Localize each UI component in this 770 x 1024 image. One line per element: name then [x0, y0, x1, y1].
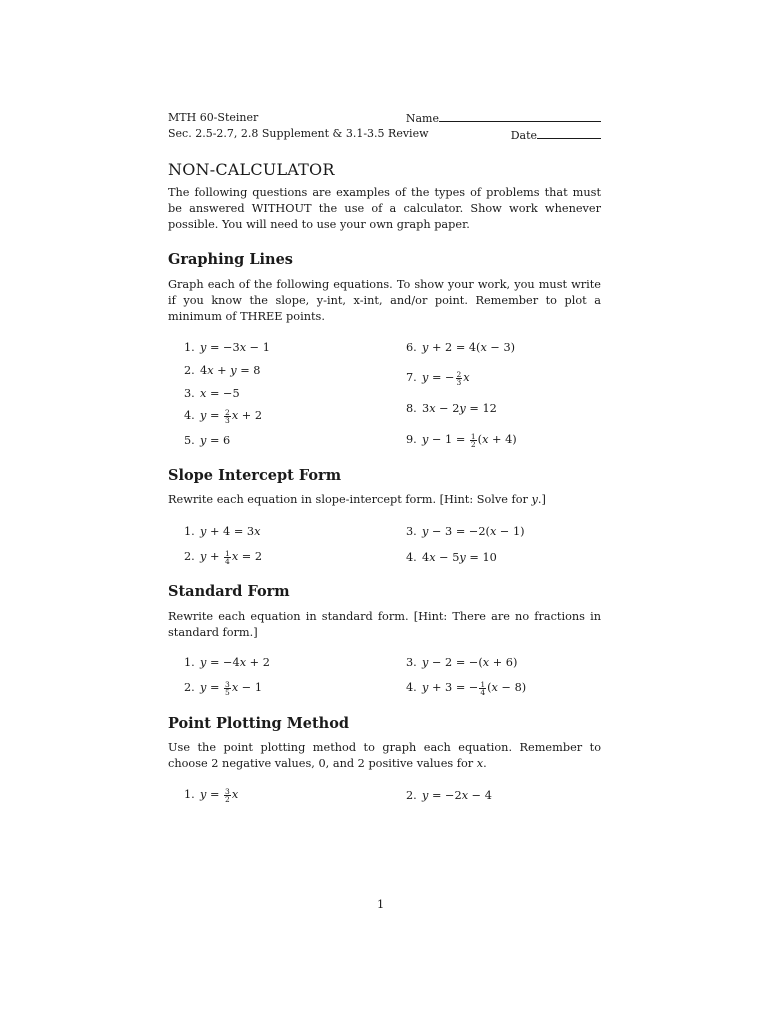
- name-blank-line: [439, 110, 601, 122]
- standard-form-instructions: Rewrite each equation in standard form. [Hint: There are no fractions in standard form.]: [168, 610, 601, 639]
- fraction: $\frac{3}{2}$: [225, 786, 230, 804]
- fraction: $\frac{1}{2}$: [470, 431, 476, 449]
- fraction: $\frac{2}{3}$: [456, 369, 462, 387]
- point-item-2: 2. y = −2x − 4: [406, 789, 492, 802]
- date-label: Date: [510, 129, 537, 142]
- date-blank-line: [537, 127, 601, 139]
- graphing-item-2: 2. 4x + y = 8: [184, 364, 261, 377]
- slope-item-2: 2. y + $\frac{1}{4}$ x = 2: [184, 548, 263, 566]
- page-number: 1: [377, 898, 385, 911]
- slope-item-4: 4. 4x − 5y = 10: [406, 551, 497, 564]
- graphing-item-7: 7. y = − $\frac{2}{3}$ x: [406, 369, 470, 387]
- date-field: [395, 127, 601, 144]
- fraction: $\frac{3}{5}$: [225, 679, 230, 697]
- header-right: [395, 110, 601, 144]
- fraction: $\frac{1}{4}$: [480, 679, 486, 697]
- graphing-item-5: 5. y = 6: [184, 434, 231, 447]
- standard-item-2: 2. y = $\frac{3}{5}$ x − 1: [184, 679, 263, 697]
- sections-label: Sec. 2.5-2.7, 2.8 Supplement & 3.1-3.5 Review: [168, 127, 429, 140]
- slope-item-3: 3. y − 3 = −2(x − 1): [406, 525, 525, 538]
- graphing-item-4: 4. y = $\frac{2}{3}$ x + 2: [184, 407, 263, 425]
- name-label: Name: [405, 112, 439, 125]
- section-title-slope-intercept: Slope Intercept Form: [168, 467, 342, 484]
- intro-paragraph: The following questions are examples of the types of problems that must be answered WITHOUT the use of a calculator. Show work whenever possible. You will need to use your own graph paper.: [168, 186, 601, 231]
- standard-item-3: 3. y − 2 = −(x + 6): [406, 656, 518, 669]
- section-title-graphing-lines: Graphing Lines: [168, 251, 293, 268]
- section-title-standard-form: Standard Form: [168, 583, 290, 600]
- fraction: $\frac{1}{4}$: [225, 548, 230, 566]
- section-title-point-plotting: Point Plotting Method: [168, 715, 350, 732]
- graphing-item-6: 6. y + 2 = 4(x − 3): [406, 341, 516, 354]
- name-field: [395, 110, 601, 127]
- slope-intercept-instructions: Rewrite each equation in slope-intercept form. [Hint: Solve for y.]: [168, 493, 546, 506]
- graphing-item-9: 9. y − 1 = $\frac{1}{2}$ (x + 4): [406, 431, 517, 449]
- course-label: MTH 60-Steiner: [168, 111, 259, 124]
- fraction: $\frac{2}{3}$: [225, 407, 230, 425]
- graphing-lines-instructions: Graph each of the following equations. To show your work, you must write if you know the slope, y-int, x-int, and/or point. Remember to plot a minimum of THREE points.: [168, 278, 601, 323]
- header-left: [168, 110, 429, 142]
- slope-item-1: 1. y + 4 = 3x: [184, 525, 261, 538]
- standard-item-1: 1. y = −4x + 2: [184, 656, 270, 669]
- page-title: NON-CALCULATOR: [168, 160, 335, 179]
- standard-item-4: 4. y + 3 = − $\frac{1}{4}$ (x − 8): [406, 679, 527, 697]
- point-item-1: 1. y = $\frac{3}{2}$ x: [184, 786, 239, 804]
- point-plotting-instructions: Use the point plotting method to graph each equation. Remember to choose 2 negative values, 0, and 2 positive values for x.: [168, 741, 601, 770]
- graphing-item-1: 1. y = −3x − 1: [184, 341, 270, 354]
- graphing-item-3: 3. x = −5: [184, 387, 240, 400]
- graphing-item-8: 8. 3x − 2y = 12: [406, 402, 497, 415]
